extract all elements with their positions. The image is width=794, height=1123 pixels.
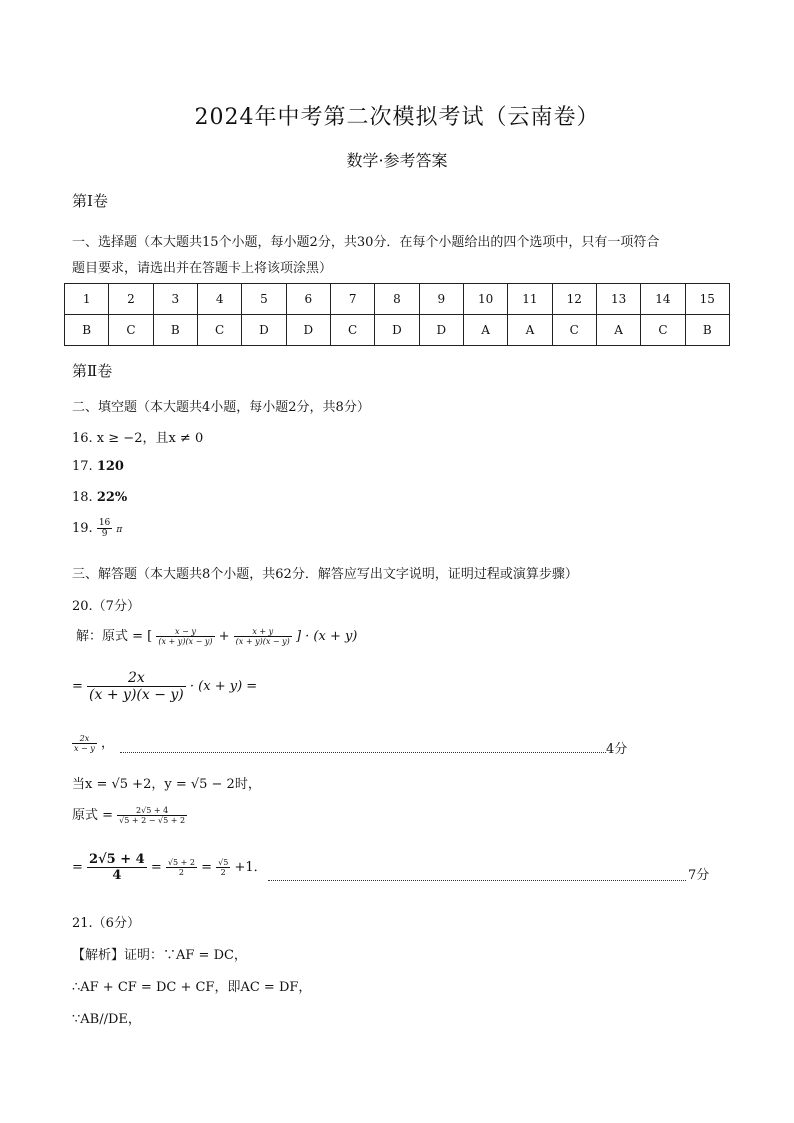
answer-17: [72, 459, 124, 474]
question-number-row: [65, 284, 730, 315]
fraction-denominator: 2: [178, 868, 184, 877]
question-number-cell: 5: [242, 284, 286, 315]
q20-step1-fraction2: [234, 627, 292, 646]
fill-heading: 二、填空题（本大题共4小题，每小题2分，共8分）: [72, 400, 370, 415]
fraction-numerator: 2√5 + 4: [89, 852, 145, 867]
fraction-denominator: 4: [112, 868, 122, 883]
fraction-numerator: x − y: [156, 627, 214, 637]
question-number-cell: 9: [419, 284, 463, 315]
question-number-cell: 1: [65, 284, 109, 315]
q19-number: 19.: [72, 521, 93, 536]
question-number-cell: 7: [330, 284, 374, 315]
answer-cell: B: [685, 315, 729, 346]
dotted-leader: [268, 880, 686, 881]
q21-title: 21.（6分）: [72, 916, 140, 931]
q18-answer: 22%: [96, 490, 128, 505]
fraction-denominator: (x + y)(x − y): [158, 637, 213, 646]
answer-cell: A: [508, 315, 552, 346]
q21-step1: 【解析】证明：∵AF = DC，: [72, 948, 247, 963]
question-number-cell: 14: [641, 284, 685, 315]
q20-step2-fraction: [87, 670, 186, 703]
q19-denominator: 9: [101, 529, 108, 539]
q20-step6-fraction2: [166, 858, 197, 877]
answer-cell: C: [109, 315, 153, 346]
q20-step6-tail: +1．: [234, 860, 267, 875]
question-number-cell: 4: [197, 284, 241, 315]
solve-heading: 三、解答题（本大题共8个小题，共62分．解答应写出文字说明，证明过程或演算步骤）: [72, 567, 578, 582]
part1-heading: 第Ⅰ卷: [72, 192, 108, 210]
q20-step1: [76, 625, 357, 646]
question-number-cell: 11: [508, 284, 552, 315]
q20-step5-fraction: [117, 806, 187, 825]
answer-cell: D: [242, 315, 286, 346]
fraction-numerator: 2x: [87, 670, 186, 687]
question-number-cell: 10: [463, 284, 507, 315]
answer-cell: A: [463, 315, 507, 346]
answer-table: [64, 283, 730, 346]
answer-16: 16. x ≥ −2，且x ≠ 0: [72, 431, 204, 446]
answer-cell: B: [65, 315, 109, 346]
q20-step1-prefix: 解：原式 = [: [76, 629, 153, 644]
q20-score-7: 7分: [688, 868, 710, 883]
q20-step1-fraction1: [156, 627, 214, 646]
fraction-denominator: (x + y)(x − y): [89, 687, 184, 703]
equals-sign: =: [150, 860, 162, 875]
answer-19: [72, 518, 122, 539]
q19-numerator: 16: [98, 518, 111, 528]
q20-title: 20.（7分）: [72, 599, 140, 614]
equals-sign: =: [72, 860, 83, 875]
q19-pi: π: [116, 525, 123, 535]
question-number-cell: 2: [109, 284, 153, 315]
fraction-denominator: (x + y)(x − y): [235, 637, 290, 646]
q19-fraction: [97, 518, 112, 539]
fraction-denominator: √5 + 2 − √5 + 2: [119, 816, 186, 825]
q18-number: 18.: [72, 490, 93, 505]
q21-step2: ∴AF + CF = DC + CF，即AC = DF，: [72, 980, 312, 995]
choice-instruction-line2: 题目要求，请选出并在答题卡上将该项涂黑）: [72, 261, 333, 276]
answer-row: [65, 315, 730, 346]
q20-step3: [72, 732, 114, 753]
q20-step5-prefix: 原式 =: [72, 808, 114, 823]
equals-sign: =: [201, 860, 212, 875]
part2-heading: 第Ⅱ卷: [72, 362, 113, 380]
question-number-cell: 15: [685, 284, 729, 315]
q20-step5: [72, 804, 187, 825]
page-title: 2024年中考第二次模拟考试（云南卷）: [194, 105, 600, 130]
question-number-cell: 12: [552, 284, 596, 315]
fraction-numerator: √5: [218, 858, 229, 867]
q17-number: 17.: [72, 459, 93, 474]
fraction-denominator: 2: [220, 868, 226, 877]
q20-step2: [72, 670, 257, 703]
answer-cell: C: [197, 315, 241, 346]
q20-score-4: 4分: [606, 742, 628, 757]
question-number-cell: 3: [153, 284, 197, 315]
q20-step1-suffix: ] · (x + y): [295, 629, 358, 644]
equals-sign: =: [72, 679, 83, 694]
answer-cell: D: [375, 315, 419, 346]
fraction-numerator: x + y: [234, 627, 292, 637]
answer-cell: C: [330, 315, 374, 346]
answer-cell: C: [552, 315, 596, 346]
comma: ，: [100, 736, 114, 751]
answer-18: [72, 490, 127, 505]
answer-cell: A: [596, 315, 640, 346]
fraction-numerator: 2√5 + 4: [117, 806, 187, 816]
answer-cell: C: [641, 315, 685, 346]
question-number-cell: 6: [286, 284, 330, 315]
answer-cell: B: [153, 315, 197, 346]
choice-instruction-line1: 一、选择题（本大题共15个小题，每小题2分，共30分．在每个小题给出的四个选项中，只有一项符合: [72, 235, 660, 250]
answer-cell: D: [419, 315, 463, 346]
question-number-cell: 13: [596, 284, 640, 315]
q20-step6-fraction3: [216, 858, 230, 877]
plus-sign: +: [218, 629, 234, 644]
q20-step3-fraction: [72, 734, 97, 753]
dotted-leader: [120, 752, 606, 753]
fraction-numerator: 2x: [72, 734, 97, 744]
fraction-denominator: x − y: [74, 744, 95, 753]
q20-step4: 当x = √5 +2，y = √5 − 2时，: [72, 777, 261, 792]
answer-cell: D: [286, 315, 330, 346]
fraction-numerator: √5 + 2: [167, 858, 195, 867]
q20-step6: [72, 852, 267, 883]
question-number-cell: 8: [375, 284, 419, 315]
page-subtitle: 数学·参考答案: [346, 151, 448, 170]
q20-step6-fraction1: [87, 852, 147, 883]
q20-step2-suffix: · (x + y) =: [189, 679, 258, 694]
q17-answer: 120: [96, 459, 124, 474]
q21-step3: ∵AB//DE，: [72, 1012, 141, 1027]
